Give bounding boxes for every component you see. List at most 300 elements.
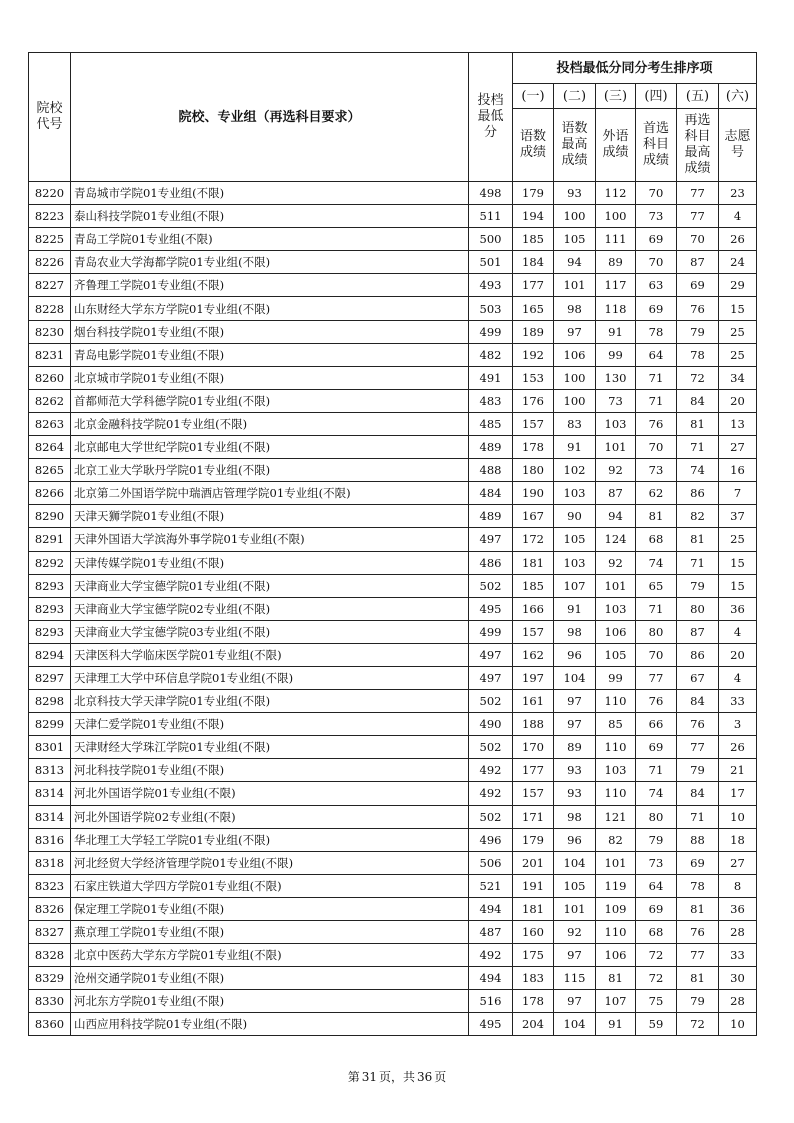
cell-sort-5: 87 (677, 620, 719, 643)
cell-code: 8228 (29, 297, 71, 320)
cell-name: 华北理工大学轻工学院01专业组(不限) (71, 828, 469, 851)
cell-sort-1: 192 (513, 343, 554, 366)
table-row (29, 782, 757, 805)
cell-name: 天津传媒学院01专业组(不限) (71, 551, 469, 574)
cell-sort-4: 81 (636, 505, 677, 528)
cell-min-score: 521 (469, 874, 513, 897)
cell-sort-4: 63 (636, 274, 677, 297)
cell-sort-3: 87 (596, 482, 636, 505)
cell-sort-2: 106 (554, 343, 596, 366)
cell-sort-3: 100 (596, 205, 636, 228)
cell-sort-3: 109 (596, 897, 636, 920)
cell-min-score: 506 (469, 851, 513, 874)
header-name: 院校、专业组（再选科目要求） (71, 53, 469, 182)
cell-name: 山东财经大学东方学院01专业组(不限) (71, 297, 469, 320)
cell-sort-1: 153 (513, 366, 554, 389)
cell-code: 8301 (29, 736, 71, 759)
cell-sort-6: 37 (719, 505, 757, 528)
cell-sort-5: 81 (677, 897, 719, 920)
cell-sort-4: 76 (636, 690, 677, 713)
cell-sort-1: 170 (513, 736, 554, 759)
cell-sort-4: 73 (636, 851, 677, 874)
cell-name: 河北经贸大学经济管理学院01专业组(不限) (71, 851, 469, 874)
cell-sort-3: 82 (596, 828, 636, 851)
table-row (29, 1013, 757, 1036)
cell-min-score: 497 (469, 666, 513, 689)
cell-code: 8263 (29, 412, 71, 435)
cell-name: 天津理工大学中环信息学院01专业组(不限) (71, 666, 469, 689)
table-row (29, 759, 757, 782)
cell-sort-6: 25 (719, 320, 757, 343)
table-row (29, 944, 757, 967)
header-code: 院校代号 (29, 53, 71, 182)
cell-sort-2: 98 (554, 297, 596, 320)
cell-sort-3: 85 (596, 713, 636, 736)
header-sort-label: 首选科目成绩 (636, 109, 677, 182)
cell-sort-6: 3 (719, 713, 757, 736)
table-row (29, 528, 757, 551)
cell-sort-5: 71 (677, 805, 719, 828)
cell-sort-3: 110 (596, 782, 636, 805)
cell-sort-4: 70 (636, 182, 677, 205)
header-sort-num: (一) (513, 84, 554, 109)
cell-sort-4: 64 (636, 874, 677, 897)
cell-sort-1: 171 (513, 805, 554, 828)
cell-sort-2: 107 (554, 574, 596, 597)
cell-sort-2: 101 (554, 274, 596, 297)
cell-min-score: 492 (469, 782, 513, 805)
cell-sort-6: 4 (719, 205, 757, 228)
header-sort-num: (三) (596, 84, 636, 109)
cell-sort-5: 71 (677, 551, 719, 574)
cell-sort-6: 10 (719, 805, 757, 828)
cell-sort-6: 26 (719, 228, 757, 251)
cell-sort-1: 184 (513, 251, 554, 274)
cell-code: 8328 (29, 944, 71, 967)
cell-name: 山西应用科技学院01专业组(不限) (71, 1013, 469, 1036)
cell-sort-2: 97 (554, 713, 596, 736)
cell-sort-3: 103 (596, 759, 636, 782)
cell-code: 8318 (29, 851, 71, 874)
cell-sort-5: 79 (677, 574, 719, 597)
cell-sort-2: 93 (554, 759, 596, 782)
cell-sort-6: 17 (719, 782, 757, 805)
cell-sort-2: 100 (554, 205, 596, 228)
cell-name: 北京科技大学天津学院01专业组(不限) (71, 690, 469, 713)
cell-sort-5: 77 (677, 736, 719, 759)
cell-code: 8330 (29, 990, 71, 1013)
cell-min-score: 497 (469, 528, 513, 551)
cell-sort-1: 185 (513, 574, 554, 597)
cell-sort-1: 177 (513, 759, 554, 782)
cell-sort-6: 26 (719, 736, 757, 759)
cell-code: 8290 (29, 505, 71, 528)
table-row (29, 343, 757, 366)
cell-sort-6: 4 (719, 620, 757, 643)
cell-sort-4: 76 (636, 412, 677, 435)
cell-sort-2: 93 (554, 782, 596, 805)
cell-sort-2: 96 (554, 643, 596, 666)
cell-sort-6: 18 (719, 828, 757, 851)
cell-name: 河北外国语学院01专业组(不限) (71, 782, 469, 805)
cell-sort-1: 181 (513, 551, 554, 574)
cell-min-score: 490 (469, 713, 513, 736)
table-row (29, 690, 757, 713)
cell-sort-2: 103 (554, 482, 596, 505)
cell-min-score: 489 (469, 436, 513, 459)
cell-code: 8264 (29, 436, 71, 459)
cell-name: 保定理工学院01专业组(不限) (71, 897, 469, 920)
cell-sort-4: 77 (636, 666, 677, 689)
cell-sort-3: 118 (596, 297, 636, 320)
cell-sort-3: 110 (596, 921, 636, 944)
table-row (29, 182, 757, 205)
cell-sort-6: 16 (719, 459, 757, 482)
cell-sort-1: 166 (513, 597, 554, 620)
cell-sort-6: 21 (719, 759, 757, 782)
cell-sort-2: 91 (554, 597, 596, 620)
cell-sort-4: 73 (636, 459, 677, 482)
cell-sort-4: 69 (636, 297, 677, 320)
cell-sort-5: 84 (677, 389, 719, 412)
cell-sort-5: 82 (677, 505, 719, 528)
cell-sort-2: 100 (554, 366, 596, 389)
cell-code: 8327 (29, 921, 71, 944)
cell-min-score: 502 (469, 805, 513, 828)
cell-sort-3: 110 (596, 736, 636, 759)
cell-sort-3: 121 (596, 805, 636, 828)
cell-sort-6: 29 (719, 274, 757, 297)
cell-sort-2: 98 (554, 805, 596, 828)
cell-name: 北京城市学院01专业组(不限) (71, 366, 469, 389)
cell-sort-6: 13 (719, 412, 757, 435)
cell-sort-4: 62 (636, 482, 677, 505)
cell-sort-4: 68 (636, 528, 677, 551)
cell-sort-1: 167 (513, 505, 554, 528)
table-row (29, 851, 757, 874)
cell-name: 北京中医药大学东方学院01专业组(不限) (71, 944, 469, 967)
cell-sort-3: 99 (596, 343, 636, 366)
cell-sort-5: 86 (677, 643, 719, 666)
cell-min-score: 511 (469, 205, 513, 228)
cell-code: 8294 (29, 643, 71, 666)
cell-sort-4: 69 (636, 897, 677, 920)
cell-sort-4: 69 (636, 736, 677, 759)
cell-sort-5: 69 (677, 274, 719, 297)
cell-sort-5: 79 (677, 990, 719, 1013)
cell-sort-2: 97 (554, 944, 596, 967)
cell-min-score: 516 (469, 990, 513, 1013)
cell-sort-5: 74 (677, 459, 719, 482)
cell-code: 8293 (29, 574, 71, 597)
cell-name: 沧州交通学院01专业组(不限) (71, 967, 469, 990)
cell-sort-5: 76 (677, 297, 719, 320)
cell-min-score: 484 (469, 482, 513, 505)
cell-sort-2: 115 (554, 967, 596, 990)
cell-sort-6: 30 (719, 967, 757, 990)
cell-code: 8220 (29, 182, 71, 205)
cell-sort-6: 28 (719, 990, 757, 1013)
table-row (29, 990, 757, 1013)
cell-min-score: 498 (469, 182, 513, 205)
cell-name: 青岛农业大学海都学院01专业组(不限) (71, 251, 469, 274)
table-row (29, 297, 757, 320)
table-row (29, 736, 757, 759)
cell-code: 8293 (29, 597, 71, 620)
cell-sort-1: 165 (513, 297, 554, 320)
cell-min-score: 488 (469, 459, 513, 482)
cell-name: 泰山科技学院01专业组(不限) (71, 205, 469, 228)
cell-min-score: 485 (469, 412, 513, 435)
cell-min-score: 491 (469, 366, 513, 389)
cell-min-score: 489 (469, 505, 513, 528)
cell-sort-2: 92 (554, 921, 596, 944)
cell-min-score: 503 (469, 297, 513, 320)
cell-code: 8265 (29, 459, 71, 482)
cell-sort-5: 81 (677, 528, 719, 551)
cell-name: 北京金融科技学院01专业组(不限) (71, 412, 469, 435)
cell-sort-1: 178 (513, 436, 554, 459)
cell-code: 8223 (29, 205, 71, 228)
cell-name: 河北外国语学院02专业组(不限) (71, 805, 469, 828)
cell-sort-1: 190 (513, 482, 554, 505)
cell-sort-3: 112 (596, 182, 636, 205)
table-row (29, 459, 757, 482)
header-sort-label: 再选科目最高成绩 (677, 109, 719, 182)
cell-min-score: 492 (469, 944, 513, 967)
table-row (29, 551, 757, 574)
cell-min-score: 486 (469, 551, 513, 574)
cell-sort-3: 111 (596, 228, 636, 251)
cell-sort-5: 79 (677, 759, 719, 782)
cell-sort-1: 185 (513, 228, 554, 251)
header-sort-label: 语数最高成绩 (554, 109, 596, 182)
cell-min-score: 502 (469, 574, 513, 597)
cell-sort-6: 28 (719, 921, 757, 944)
header-sort-label: 志愿号 (719, 109, 757, 182)
cell-min-score: 493 (469, 274, 513, 297)
admission-score-table-sheet (28, 52, 757, 1036)
cell-sort-4: 80 (636, 620, 677, 643)
cell-sort-2: 98 (554, 620, 596, 643)
cell-sort-2: 104 (554, 851, 596, 874)
cell-name: 天津商业大学宝德学院01专业组(不限) (71, 574, 469, 597)
cell-sort-3: 91 (596, 320, 636, 343)
cell-min-score: 500 (469, 228, 513, 251)
cell-code: 8293 (29, 620, 71, 643)
cell-sort-5: 78 (677, 874, 719, 897)
cell-sort-4: 80 (636, 805, 677, 828)
cell-sort-4: 65 (636, 574, 677, 597)
cell-code: 8323 (29, 874, 71, 897)
cell-sort-4: 72 (636, 944, 677, 967)
cell-sort-6: 36 (719, 597, 757, 620)
cell-min-score: 494 (469, 897, 513, 920)
cell-code: 8360 (29, 1013, 71, 1036)
cell-sort-5: 78 (677, 343, 719, 366)
cell-code: 8266 (29, 482, 71, 505)
cell-sort-5: 67 (677, 666, 719, 689)
table-row (29, 412, 757, 435)
cell-sort-3: 101 (596, 436, 636, 459)
cell-sort-6: 15 (719, 574, 757, 597)
cell-sort-2: 96 (554, 828, 596, 851)
cell-code: 8329 (29, 967, 71, 990)
cell-sort-4: 72 (636, 967, 677, 990)
cell-sort-2: 105 (554, 874, 596, 897)
cell-sort-2: 97 (554, 320, 596, 343)
cell-sort-3: 92 (596, 459, 636, 482)
cell-sort-3: 117 (596, 274, 636, 297)
table-row (29, 643, 757, 666)
cell-sort-6: 20 (719, 643, 757, 666)
cell-sort-6: 8 (719, 874, 757, 897)
cell-name: 青岛工学院01专业组(不限) (71, 228, 469, 251)
cell-sort-5: 84 (677, 782, 719, 805)
cell-sort-5: 86 (677, 482, 719, 505)
cell-sort-3: 91 (596, 1013, 636, 1036)
cell-name: 天津商业大学宝德学院02专业组(不限) (71, 597, 469, 620)
cell-code: 8225 (29, 228, 71, 251)
cell-sort-1: 188 (513, 713, 554, 736)
cell-sort-4: 79 (636, 828, 677, 851)
cell-min-score: 499 (469, 620, 513, 643)
cell-name: 天津商业大学宝德学院03专业组(不限) (71, 620, 469, 643)
cell-sort-4: 66 (636, 713, 677, 736)
cell-sort-4: 64 (636, 343, 677, 366)
table-row (29, 620, 757, 643)
cell-code: 8314 (29, 782, 71, 805)
cell-sort-4: 68 (636, 921, 677, 944)
cell-sort-3: 103 (596, 412, 636, 435)
cell-name: 天津天狮学院01专业组(不限) (71, 505, 469, 528)
header-sort-title: 投档最低分同分考生排序项 (513, 53, 757, 84)
cell-sort-1: 157 (513, 620, 554, 643)
cell-min-score: 495 (469, 597, 513, 620)
cell-sort-6: 4 (719, 666, 757, 689)
cell-sort-3: 130 (596, 366, 636, 389)
cell-sort-5: 77 (677, 205, 719, 228)
cell-sort-3: 105 (596, 643, 636, 666)
table-row (29, 828, 757, 851)
cell-name: 青岛城市学院01专业组(不限) (71, 182, 469, 205)
cell-sort-3: 81 (596, 967, 636, 990)
cell-min-score: 497 (469, 643, 513, 666)
cell-sort-2: 94 (554, 251, 596, 274)
cell-sort-3: 94 (596, 505, 636, 528)
cell-min-score: 492 (469, 759, 513, 782)
cell-sort-1: 176 (513, 389, 554, 412)
cell-sort-3: 103 (596, 597, 636, 620)
cell-sort-4: 70 (636, 436, 677, 459)
cell-sort-5: 84 (677, 690, 719, 713)
cell-name: 青岛电影学院01专业组(不限) (71, 343, 469, 366)
cell-sort-1: 161 (513, 690, 554, 713)
cell-name: 北京第二外国语学院中瑞酒店管理学院01专业组(不限) (71, 482, 469, 505)
cell-sort-4: 71 (636, 389, 677, 412)
cell-sort-4: 74 (636, 551, 677, 574)
cell-sort-2: 101 (554, 897, 596, 920)
cell-sort-3: 107 (596, 990, 636, 1013)
cell-min-score: 496 (469, 828, 513, 851)
cell-sort-5: 88 (677, 828, 719, 851)
admission-score-table (28, 52, 757, 1036)
cell-sort-3: 106 (596, 620, 636, 643)
cell-sort-5: 76 (677, 713, 719, 736)
cell-code: 8299 (29, 713, 71, 736)
cell-sort-6: 33 (719, 690, 757, 713)
table-row (29, 805, 757, 828)
cell-sort-1: 197 (513, 666, 554, 689)
header-min-score: 投档最低分 (469, 53, 513, 182)
cell-sort-6: 33 (719, 944, 757, 967)
cell-sort-1: 162 (513, 643, 554, 666)
cell-min-score: 482 (469, 343, 513, 366)
cell-code: 8260 (29, 366, 71, 389)
cell-sort-1: 183 (513, 967, 554, 990)
cell-sort-1: 177 (513, 274, 554, 297)
cell-sort-4: 69 (636, 228, 677, 251)
cell-name: 北京工业大学耿丹学院01专业组(不限) (71, 459, 469, 482)
cell-min-score: 495 (469, 1013, 513, 1036)
header-sort-num: (五) (677, 84, 719, 109)
cell-min-score: 487 (469, 921, 513, 944)
cell-code: 8314 (29, 805, 71, 828)
table-row (29, 597, 757, 620)
cell-code: 8313 (29, 759, 71, 782)
cell-sort-1: 172 (513, 528, 554, 551)
cell-sort-6: 27 (719, 436, 757, 459)
header-sort-num: (六) (719, 84, 757, 109)
header-sort-label: 外语成绩 (596, 109, 636, 182)
table-row (29, 574, 757, 597)
table-row (29, 228, 757, 251)
cell-sort-1: 180 (513, 459, 554, 482)
cell-sort-1: 194 (513, 205, 554, 228)
cell-name: 天津外国语大学滨海外事学院01专业组(不限) (71, 528, 469, 551)
cell-sort-2: 104 (554, 666, 596, 689)
cell-name: 天津医科大学临床医学院01专业组(不限) (71, 643, 469, 666)
table-row (29, 897, 757, 920)
cell-sort-5: 80 (677, 597, 719, 620)
cell-code: 8231 (29, 343, 71, 366)
header-sort-label: 语数成绩 (513, 109, 554, 182)
table-row (29, 874, 757, 897)
cell-sort-3: 106 (596, 944, 636, 967)
cell-sort-5: 77 (677, 182, 719, 205)
table-row (29, 205, 757, 228)
cell-sort-3: 92 (596, 551, 636, 574)
cell-sort-1: 157 (513, 412, 554, 435)
cell-sort-4: 71 (636, 759, 677, 782)
page-footer: 第 31 页，共 36 页 (347, 1070, 447, 1084)
total-pages: 36 (417, 1070, 433, 1084)
cell-sort-2: 104 (554, 1013, 596, 1036)
cell-sort-2: 105 (554, 228, 596, 251)
cell-sort-6: 34 (719, 366, 757, 389)
cell-min-score: 483 (469, 389, 513, 412)
cell-code: 8227 (29, 274, 71, 297)
cell-sort-2: 91 (554, 436, 596, 459)
table-row (29, 666, 757, 689)
cell-sort-3: 124 (596, 528, 636, 551)
cell-name: 烟台科技学院01专业组(不限) (71, 320, 469, 343)
cell-sort-3: 110 (596, 690, 636, 713)
table-row (29, 389, 757, 412)
cell-sort-1: 160 (513, 921, 554, 944)
cell-sort-1: 201 (513, 851, 554, 874)
cell-sort-6: 15 (719, 551, 757, 574)
